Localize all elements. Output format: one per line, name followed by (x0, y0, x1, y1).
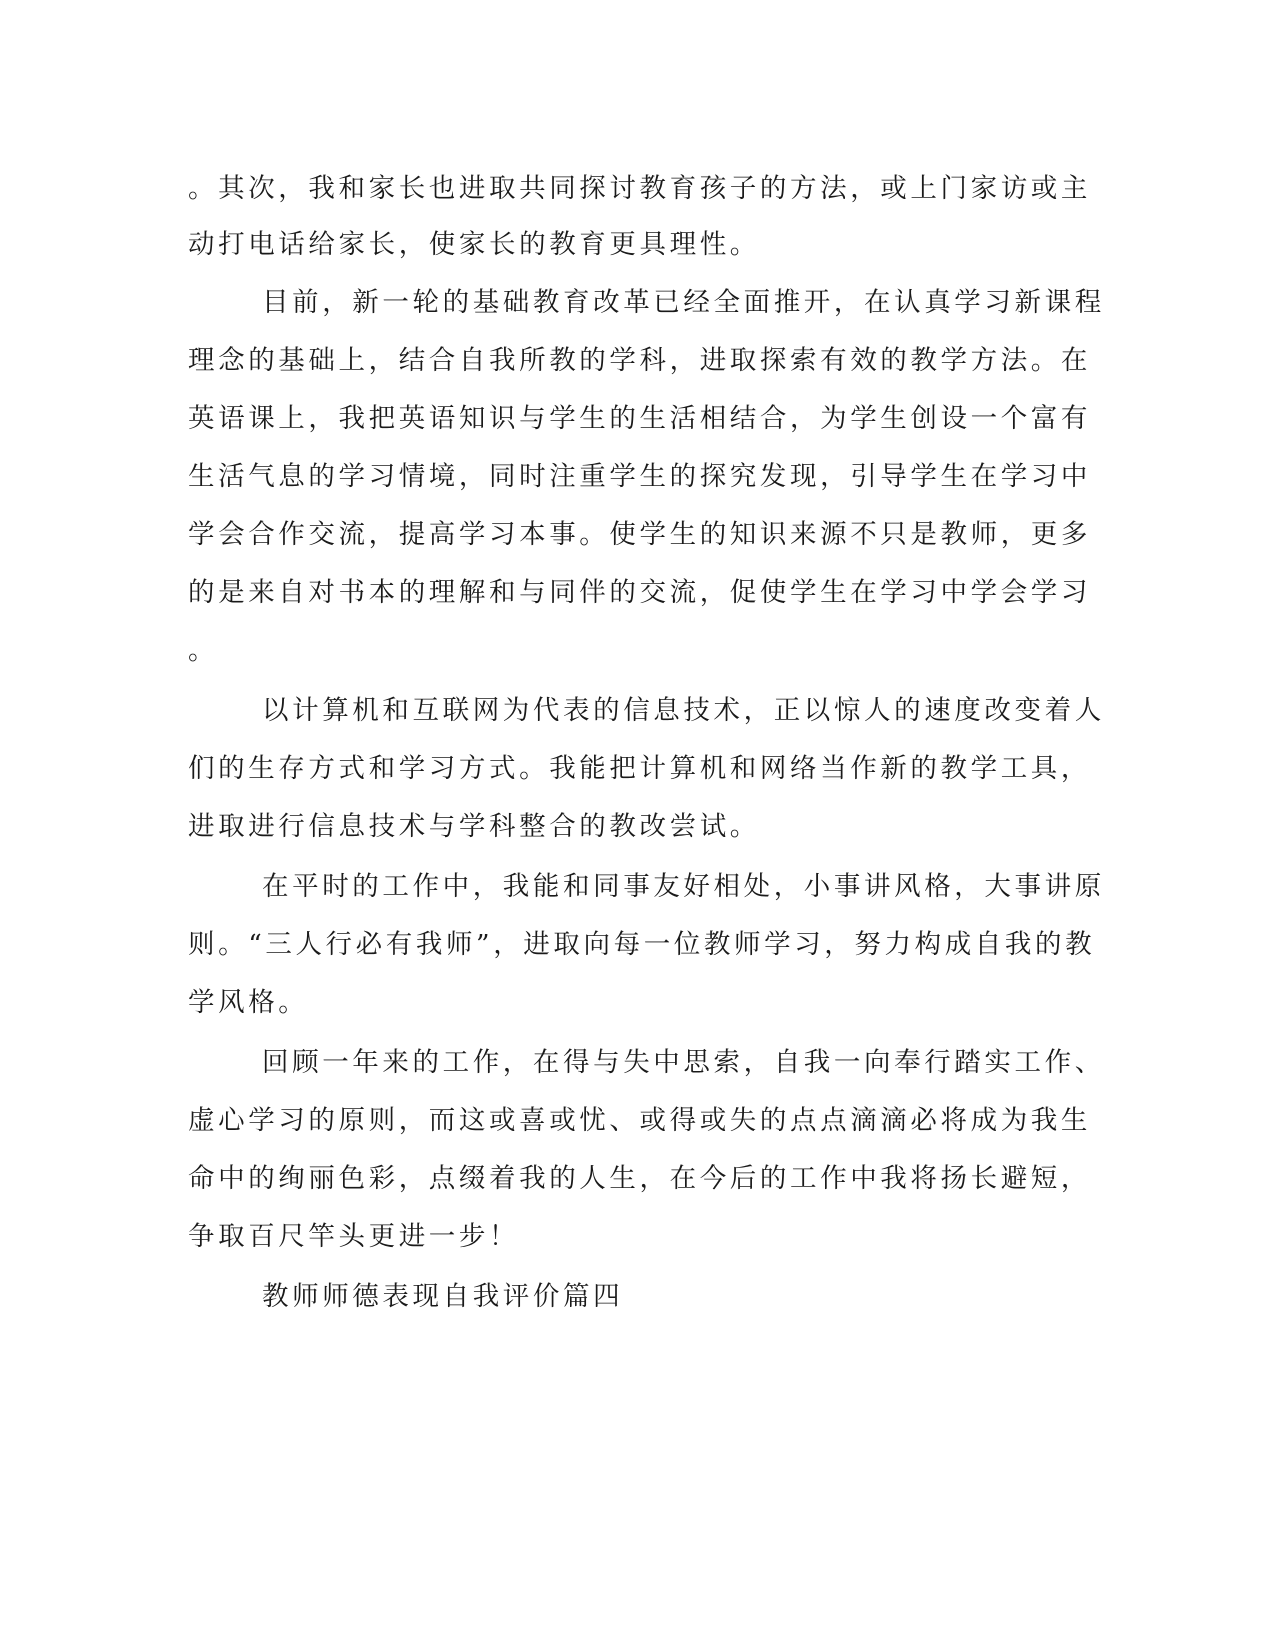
text-line-11: 们的生存方式和学习方式。我能把计算机和网络当作新的教学工具， (188, 753, 1091, 784)
text-line-5: 英语课上，我把英语知识与学生的生活相结合，为学生创设一个富有 (188, 403, 1091, 434)
text-line-13: 在平时的工作中，我能和同事友好相处，小事讲风格，大事讲原 (262, 871, 1105, 902)
section-heading: 教师师德表现自我评价篇四 (262, 1281, 624, 1312)
text-line-7: 学会合作交流，提高学习本事。使学生的知识来源不只是教师，更多 (188, 519, 1091, 550)
text-line-14: 则。“三人行必有我师”，进取向每一位教师学习，努力构成自我的教 (188, 929, 1096, 960)
text-line-6: 生活气息的学习情境，同时注重学生的探究发现，引导学生在学习中 (188, 461, 1091, 492)
text-line-9: 。 (188, 635, 219, 666)
text-line-19: 争取百尺竿头更进一步！ (188, 1221, 520, 1252)
text-line-4: 理念的基础上，结合自我所教的学科，进取探索有效的教学方法。在 (188, 345, 1091, 376)
text-line-16: 回顾一年来的工作，在得与失中思索，自我一向奉行踏实工作、 (262, 1047, 1105, 1078)
text-line-18: 命中的绚丽色彩，点缀着我的人生，在今后的工作中我将扬长避短， (188, 1163, 1091, 1194)
text-line-17: 虚心学习的原则，而这或喜或忧、或得或失的点点滴滴必将成为我生 (188, 1105, 1091, 1136)
text-line-12: 进取进行信息技术与学科整合的教改尝试。 (188, 811, 760, 842)
text-line-15: 学风格。 (188, 987, 309, 1018)
text-line-3: 目前，新一轮的基础教育改革已经全面推开，在认真学习新课程 (262, 287, 1105, 318)
text-line-1: 。其次，我和家长也进取共同探讨教育孩子的方法，或上门家访或主 (188, 173, 1091, 204)
text-line-2: 动打电话给家长，使家长的教育更具理性。 (188, 229, 760, 260)
text-line-10: 以计算机和互联网为代表的信息技术，正以惊人的速度改变着人 (262, 695, 1105, 726)
text-line-8: 的是来自对书本的理解和与同伴的交流，促使学生在学习中学会学习 (188, 577, 1091, 608)
